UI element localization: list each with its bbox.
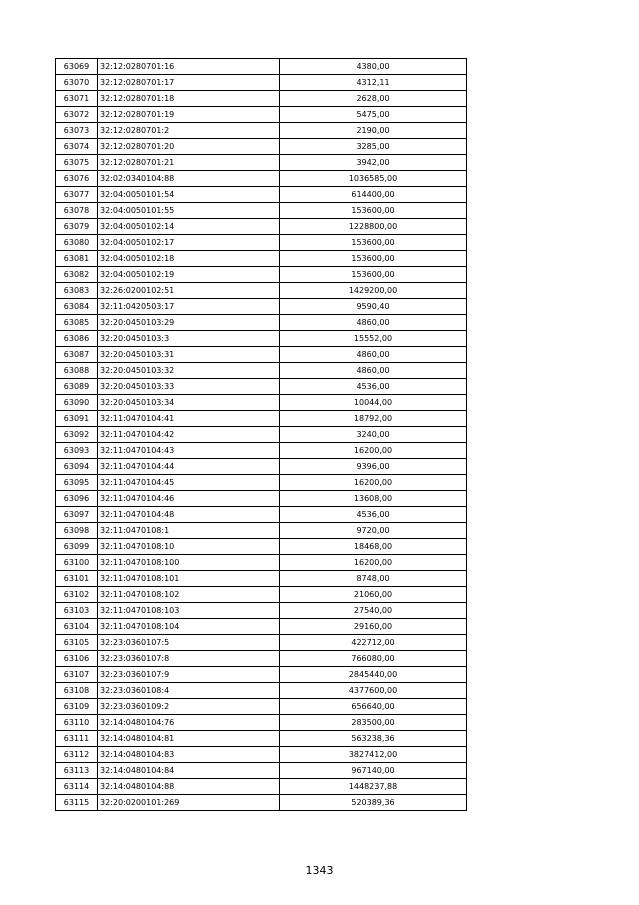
table-row (56, 667, 467, 683)
row-number-cell: 63084 (56, 299, 98, 315)
cadastral-number-cell: 32:26:0200102:51 (98, 283, 280, 299)
table-row (56, 603, 467, 619)
value-cell: 16200,00 (280, 475, 467, 491)
row-number-cell: 63108 (56, 683, 98, 699)
row-number-cell: 63073 (56, 123, 98, 139)
value-cell: 563238,36 (280, 731, 467, 747)
row-number-cell: 63094 (56, 459, 98, 475)
row-number-cell: 63095 (56, 475, 98, 491)
row-number-cell: 63072 (56, 107, 98, 123)
cadastral-number-cell: 32:12:0280701:20 (98, 139, 280, 155)
value-cell: 656640,00 (280, 699, 467, 715)
value-cell: 4312,11 (280, 75, 467, 91)
table-row (56, 91, 467, 107)
cadastral-number-cell: 32:12:0280701:21 (98, 155, 280, 171)
row-number-cell: 63077 (56, 187, 98, 203)
value-cell: 153600,00 (280, 203, 467, 219)
row-number-cell: 63096 (56, 491, 98, 507)
page-number: 1343 (305, 864, 334, 877)
row-number-cell: 63087 (56, 347, 98, 363)
table-row (56, 155, 467, 171)
value-cell: 153600,00 (280, 235, 467, 251)
value-cell: 9396,00 (280, 459, 467, 475)
row-number-cell: 63100 (56, 555, 98, 571)
cadastral-number-cell: 32:04:0050102:14 (98, 219, 280, 235)
row-number-cell: 63103 (56, 603, 98, 619)
value-cell: 16200,00 (280, 443, 467, 459)
table-row (56, 795, 467, 811)
value-cell: 1036585,00 (280, 171, 467, 187)
value-cell: 1228800,00 (280, 219, 467, 235)
value-cell: 4860,00 (280, 315, 467, 331)
row-number-cell: 63070 (56, 75, 98, 91)
row-number-cell: 63097 (56, 507, 98, 523)
value-cell: 9720,00 (280, 523, 467, 539)
value-cell: 8748,00 (280, 571, 467, 587)
value-cell: 4380,00 (280, 59, 467, 75)
value-cell: 967140,00 (280, 763, 467, 779)
table-row (56, 555, 467, 571)
cadastral-number-cell: 32:23:0360109:2 (98, 699, 280, 715)
table-row (56, 571, 467, 587)
row-number-cell: 63069 (56, 59, 98, 75)
row-number-cell: 63113 (56, 763, 98, 779)
value-cell: 4536,00 (280, 379, 467, 395)
table-row (56, 619, 467, 635)
value-cell: 153600,00 (280, 267, 467, 283)
value-cell: 15552,00 (280, 331, 467, 347)
cadastral-number-cell: 32:11:0470104:46 (98, 491, 280, 507)
table-row (56, 699, 467, 715)
value-cell: 4860,00 (280, 347, 467, 363)
row-number-cell: 63081 (56, 251, 98, 267)
table-row (56, 779, 467, 795)
row-number-cell: 63107 (56, 667, 98, 683)
value-cell: 3827412,00 (280, 747, 467, 763)
cadastral-number-cell: 32:20:0450103:3 (98, 331, 280, 347)
table-row (56, 187, 467, 203)
cadastral-number-cell: 32:23:0360107:5 (98, 635, 280, 651)
row-number-cell: 63079 (56, 219, 98, 235)
cadastral-number-cell: 32:11:0470108:101 (98, 571, 280, 587)
table-row (56, 139, 467, 155)
row-number-cell: 63092 (56, 427, 98, 443)
cadastral-value-table (55, 58, 467, 811)
table-row (56, 491, 467, 507)
row-number-cell: 63089 (56, 379, 98, 395)
row-number-cell: 63090 (56, 395, 98, 411)
cadastral-number-cell: 32:11:0470108:10 (98, 539, 280, 555)
table-row (56, 299, 467, 315)
cadastral-number-cell: 32:14:0480104:76 (98, 715, 280, 731)
cadastral-number-cell: 32:11:0470104:42 (98, 427, 280, 443)
table-row (56, 427, 467, 443)
table-row (56, 683, 467, 699)
row-number-cell: 63074 (56, 139, 98, 155)
value-cell: 2628,00 (280, 91, 467, 107)
row-number-cell: 63083 (56, 283, 98, 299)
value-cell: 13608,00 (280, 491, 467, 507)
value-cell: 283500,00 (280, 715, 467, 731)
table-row (56, 267, 467, 283)
cadastral-number-cell: 32:12:0280701:2 (98, 123, 280, 139)
cadastral-number-cell: 32:23:0360107:8 (98, 651, 280, 667)
cadastral-number-cell: 32:20:0450103:33 (98, 379, 280, 395)
row-number-cell: 63078 (56, 203, 98, 219)
value-cell: 18468,00 (280, 539, 467, 555)
table-row (56, 363, 467, 379)
table-row (56, 539, 467, 555)
cadastral-number-cell: 32:20:0200101:269 (98, 795, 280, 811)
value-cell: 27540,00 (280, 603, 467, 619)
table-row (56, 219, 467, 235)
value-cell: 153600,00 (280, 251, 467, 267)
cadastral-number-cell: 32:23:0360108:4 (98, 683, 280, 699)
value-cell: 4536,00 (280, 507, 467, 523)
cadastral-number-cell: 32:12:0280701:18 (98, 91, 280, 107)
value-cell: 1429200,00 (280, 283, 467, 299)
table-row (56, 411, 467, 427)
row-number-cell: 63085 (56, 315, 98, 331)
value-cell: 29160,00 (280, 619, 467, 635)
table-row (56, 379, 467, 395)
row-number-cell: 63106 (56, 651, 98, 667)
table-row (56, 715, 467, 731)
value-cell: 5475,00 (280, 107, 467, 123)
row-number-cell: 63102 (56, 587, 98, 603)
cadastral-number-cell: 32:20:0450103:32 (98, 363, 280, 379)
cadastral-number-cell: 32:14:0480104:84 (98, 763, 280, 779)
value-cell: 2845440,00 (280, 667, 467, 683)
row-number-cell: 63109 (56, 699, 98, 715)
value-cell: 16200,00 (280, 555, 467, 571)
table-row (56, 747, 467, 763)
row-number-cell: 63088 (56, 363, 98, 379)
row-number-cell: 63082 (56, 267, 98, 283)
table-row (56, 475, 467, 491)
row-number-cell: 63080 (56, 235, 98, 251)
row-number-cell: 63076 (56, 171, 98, 187)
table-row (56, 763, 467, 779)
row-number-cell: 63112 (56, 747, 98, 763)
table-row (56, 635, 467, 651)
cadastral-number-cell: 32:20:0450103:31 (98, 347, 280, 363)
cadastral-number-cell: 32:20:0450103:29 (98, 315, 280, 331)
cadastral-number-cell: 32:11:0470104:44 (98, 459, 280, 475)
cadastral-number-cell: 32:02:0340104:88 (98, 171, 280, 187)
cadastral-number-cell: 32:11:0470108:104 (98, 619, 280, 635)
cadastral-number-cell: 32:14:0480104:83 (98, 747, 280, 763)
cadastral-number-cell: 32:12:0280701:19 (98, 107, 280, 123)
row-number-cell: 63104 (56, 619, 98, 635)
row-number-cell: 63091 (56, 411, 98, 427)
row-number-cell: 63071 (56, 91, 98, 107)
table-row (56, 283, 467, 299)
value-cell: 1448237,88 (280, 779, 467, 795)
row-number-cell: 63111 (56, 731, 98, 747)
value-cell: 2190,00 (280, 123, 467, 139)
cadastral-number-cell: 32:23:0360107:9 (98, 667, 280, 683)
row-number-cell: 63110 (56, 715, 98, 731)
cadastral-number-cell: 32:04:0050101:54 (98, 187, 280, 203)
table-row (56, 331, 467, 347)
value-cell: 614400,00 (280, 187, 467, 203)
value-cell: 9590,40 (280, 299, 467, 315)
table-row (56, 251, 467, 267)
value-cell: 4860,00 (280, 363, 467, 379)
cadastral-number-cell: 32:11:0470108:1 (98, 523, 280, 539)
row-number-cell: 63099 (56, 539, 98, 555)
cadastral-number-cell: 32:11:0470104:48 (98, 507, 280, 523)
cadastral-number-cell: 32:11:0470108:102 (98, 587, 280, 603)
value-cell: 10044,00 (280, 395, 467, 411)
table-row (56, 59, 467, 75)
cadastral-number-cell: 32:11:0470108:103 (98, 603, 280, 619)
value-cell: 3942,00 (280, 155, 467, 171)
cadastral-number-cell: 32:14:0480104:81 (98, 731, 280, 747)
row-number-cell: 63105 (56, 635, 98, 651)
cadastral-number-cell: 32:11:0470104:41 (98, 411, 280, 427)
cadastral-number-cell: 32:11:0470108:100 (98, 555, 280, 571)
cadastral-number-cell: 32:12:0280701:16 (98, 59, 280, 75)
cadastral-number-cell: 32:20:0450103:34 (98, 395, 280, 411)
row-number-cell: 63075 (56, 155, 98, 171)
table-row (56, 507, 467, 523)
value-cell: 3285,00 (280, 139, 467, 155)
table-row (56, 443, 467, 459)
table-row (56, 395, 467, 411)
cadastral-number-cell: 32:04:0050101:55 (98, 203, 280, 219)
table-row (56, 171, 467, 187)
row-number-cell: 63086 (56, 331, 98, 347)
table-row (56, 75, 467, 91)
table-row (56, 347, 467, 363)
value-cell: 3240,00 (280, 427, 467, 443)
table-row (56, 235, 467, 251)
table-row (56, 203, 467, 219)
cadastral-number-cell: 32:11:0420503:17 (98, 299, 280, 315)
table-body (56, 59, 467, 811)
cadastral-number-cell: 32:04:0050102:17 (98, 235, 280, 251)
table-row (56, 731, 467, 747)
cadastral-number-cell: 32:11:0470104:43 (98, 443, 280, 459)
row-number-cell: 63093 (56, 443, 98, 459)
table-row (56, 651, 467, 667)
row-number-cell: 63101 (56, 571, 98, 587)
value-cell: 422712,00 (280, 635, 467, 651)
table-row (56, 587, 467, 603)
value-cell: 766080,00 (280, 651, 467, 667)
cadastral-number-cell: 32:04:0050102:18 (98, 251, 280, 267)
value-cell: 21060,00 (280, 587, 467, 603)
table-row (56, 459, 467, 475)
row-number-cell: 63115 (56, 795, 98, 811)
cadastral-number-cell: 32:04:0050102:19 (98, 267, 280, 283)
table-row (56, 315, 467, 331)
value-cell: 4377600,00 (280, 683, 467, 699)
cadastral-number-cell: 32:14:0480104:88 (98, 779, 280, 795)
row-number-cell: 63114 (56, 779, 98, 795)
table-row (56, 523, 467, 539)
cadastral-number-cell: 32:11:0470104:45 (98, 475, 280, 491)
value-cell: 18792,00 (280, 411, 467, 427)
row-number-cell: 63098 (56, 523, 98, 539)
table-row (56, 123, 467, 139)
table-row (56, 107, 467, 123)
cadastral-number-cell: 32:12:0280701:17 (98, 75, 280, 91)
value-cell: 520389,36 (280, 795, 467, 811)
